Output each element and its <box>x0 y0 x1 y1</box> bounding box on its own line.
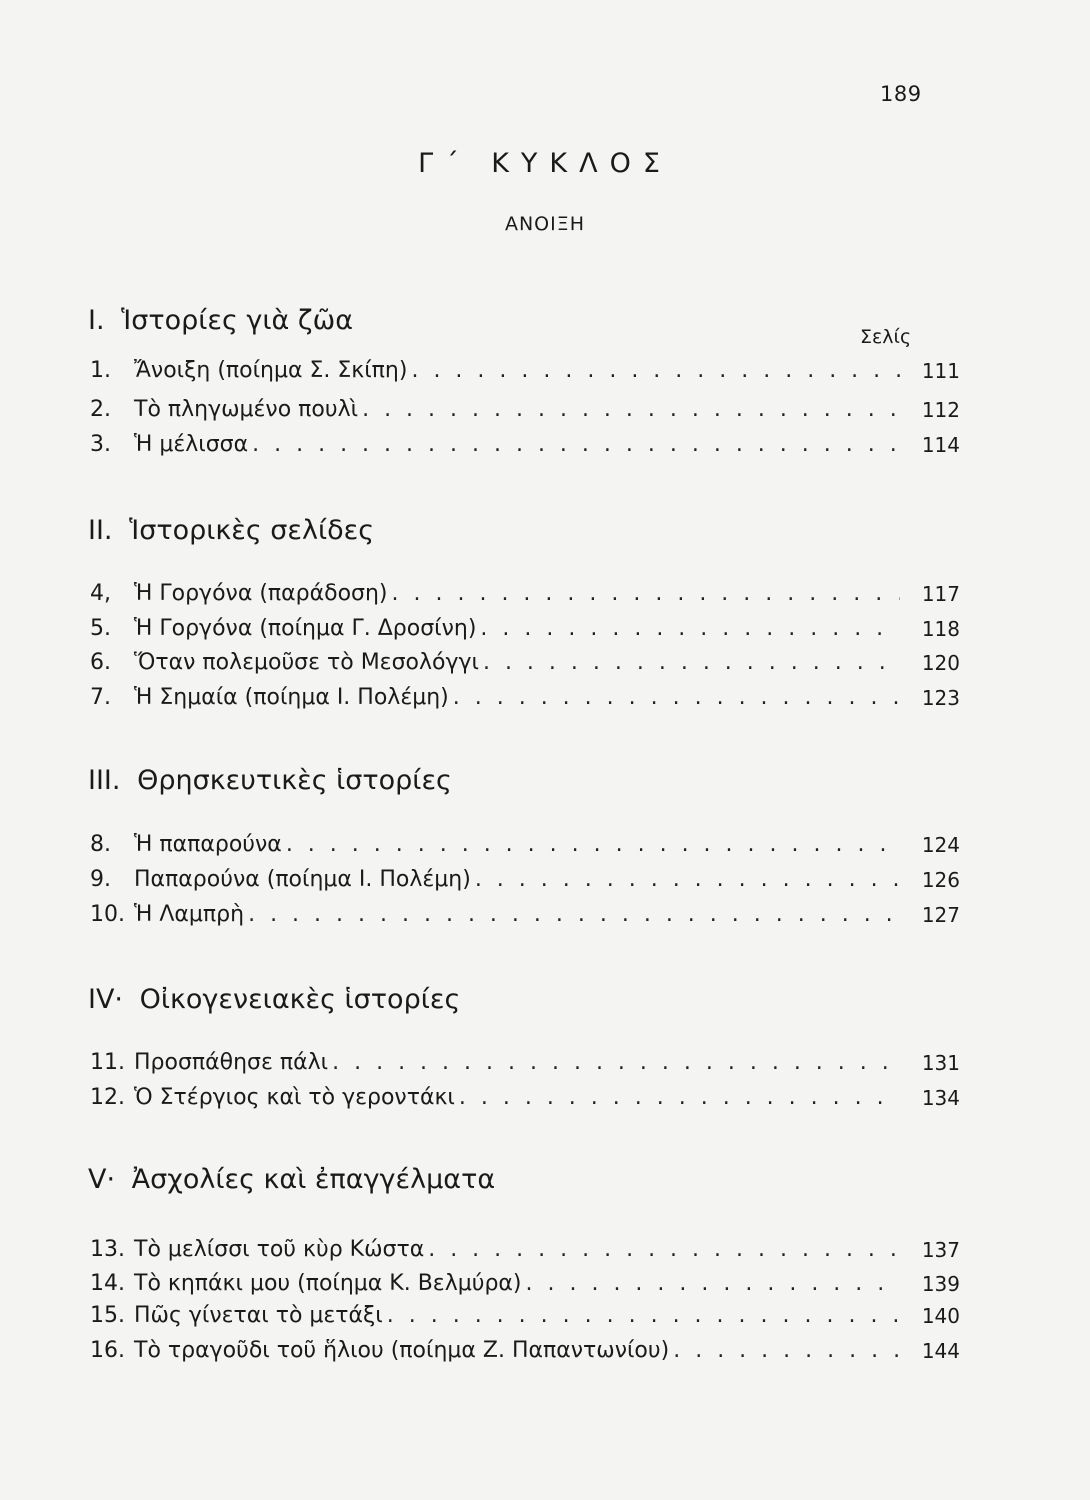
entry-title: Τὸ τραγοῦδι τοῦ ἥλιου (ποίημα Ζ. Παπαντωνίου) <box>134 1338 670 1363</box>
section-numeral: III. <box>88 765 121 796</box>
page-number: 189 <box>880 82 922 106</box>
section-numeral: V· <box>88 1164 116 1195</box>
dot-leader <box>476 616 900 641</box>
pages-column-label: Σελίς <box>860 326 912 348</box>
entry-number: 8. <box>90 832 111 857</box>
toc-entry <box>90 392 960 422</box>
dot-leader <box>449 685 900 710</box>
section-heading <box>88 765 788 796</box>
section-numeral: I. <box>88 305 105 336</box>
entry-title: Πῶς γίνεται τὸ μετάξι <box>134 1303 383 1328</box>
entry-title: Ἡ μέλισσα <box>134 432 249 457</box>
toc-entry <box>90 576 960 606</box>
entry-title: Τὸ πληγωμένο πουλὶ <box>134 397 359 422</box>
entry-title: Τὸ κηπάκι μου (ποίημα Κ. Βελμύρα) <box>134 1271 522 1296</box>
entry-title: Ἡ Σημαία (ποίημα Ι. Πολέμη) <box>134 685 449 710</box>
dot-leader <box>424 1237 900 1262</box>
toc-entry <box>90 1266 960 1296</box>
dot-leader <box>471 867 900 892</box>
section-title: Ἀσχολίες καὶ ἐπαγγέλματα <box>131 1164 496 1195</box>
entry-page: 112 <box>921 398 960 422</box>
entry-number: 5. <box>90 616 111 641</box>
entry-page: 126 <box>921 868 960 892</box>
dot-leader <box>522 1271 901 1296</box>
entry-page: 134 <box>921 1086 960 1110</box>
dot-leader <box>328 1050 900 1075</box>
entry-title: Ἡ Λαμπρὴ <box>134 902 245 927</box>
dot-leader <box>358 397 900 422</box>
dot-leader <box>282 832 900 857</box>
entry-number: 1. <box>90 358 111 383</box>
entry-number: 16. <box>90 1338 125 1363</box>
entry-page: 124 <box>921 833 960 857</box>
toc-entry <box>90 827 960 857</box>
entry-number: 6. <box>90 650 111 675</box>
entry-page: 131 <box>921 1051 960 1075</box>
toc-entry <box>90 1232 960 1262</box>
toc-entry <box>90 353 960 383</box>
entry-page: 127 <box>921 903 960 927</box>
entry-title: Ὁ Στέργιος καὶ τὸ γεροντάκι <box>134 1085 455 1110</box>
dot-leader <box>407 358 900 383</box>
entry-number: 10. <box>90 902 125 927</box>
section-heading <box>88 305 788 336</box>
toc-entry <box>90 611 960 641</box>
toc-entry <box>90 427 960 457</box>
entry-page: 139 <box>921 1272 960 1296</box>
entry-page: 137 <box>921 1238 960 1262</box>
entry-title: Τὸ μελίσσι τοῦ κὺρ Κώστα <box>134 1237 425 1262</box>
entry-page: 140 <box>921 1304 960 1328</box>
section-numeral: IV· <box>88 984 124 1015</box>
toc-entry <box>90 897 960 927</box>
toc-entry <box>90 1333 960 1363</box>
dot-leader <box>388 581 900 606</box>
entry-title: Παπαρούνα (ποίημα Ι. Πολέμη) <box>134 867 471 892</box>
entry-number: 3. <box>90 432 111 457</box>
section-heading <box>88 1164 788 1195</box>
entry-page: 144 <box>921 1339 960 1363</box>
entry-title: Ἄνοιξη (ποίημα Σ. Σκίπη) <box>134 358 408 383</box>
dot-leader <box>479 650 900 675</box>
entry-number: 9. <box>90 867 111 892</box>
section-numeral: II. <box>88 515 113 546</box>
entry-number: 15. <box>90 1303 125 1328</box>
entry-page: 118 <box>921 617 960 641</box>
entry-number: 4, <box>90 581 111 606</box>
entry-number: 2. <box>90 397 111 422</box>
entry-page: 120 <box>921 651 960 675</box>
entry-title: Προσπάθησε πάλι <box>134 1050 329 1075</box>
entry-page: 123 <box>921 686 960 710</box>
cycle-title: Γ΄ ΚΥΚΛΟΣ <box>418 148 672 179</box>
dot-leader <box>248 432 900 457</box>
season-title: ΑΝΟΙΞΗ <box>504 213 586 235</box>
section-heading <box>88 515 788 546</box>
entry-number: 7. <box>90 685 111 710</box>
entry-page: 117 <box>921 582 960 606</box>
dot-leader <box>669 1338 900 1363</box>
toc-entry <box>90 645 960 675</box>
section-title: Οἰκογενειακὲς ἱστορίες <box>139 984 461 1015</box>
dot-leader <box>244 902 900 927</box>
dot-leader <box>383 1303 900 1328</box>
section-title: Ἱστορίες γιὰ ζῶα <box>121 305 354 336</box>
entry-number: 12. <box>90 1085 125 1110</box>
entry-title: Ὅταν πολεμοῦσε τὸ Μεσολόγγι <box>134 650 479 675</box>
entry-title: Ἡ Γοργόνα (ποίημα Γ. Δροσίνη) <box>134 616 477 641</box>
entry-page: 111 <box>921 359 960 383</box>
entry-page: 114 <box>921 433 960 457</box>
toc-entry <box>90 680 960 710</box>
entry-number: 13. <box>90 1237 125 1262</box>
toc-entry <box>90 1045 960 1075</box>
section-title: Θρησκευτικὲς ἱστορίες <box>137 765 452 796</box>
section-title: Ἱστορικὲς σελίδες <box>129 515 375 546</box>
entry-number: 11. <box>90 1050 125 1075</box>
entry-number: 14. <box>90 1271 125 1296</box>
section-heading <box>88 984 788 1015</box>
entry-title: Ἡ παπαρούνα <box>134 832 282 857</box>
dot-leader <box>455 1085 900 1110</box>
toc-entry <box>90 862 960 892</box>
toc-entry <box>90 1298 960 1328</box>
entry-title: Ἡ Γοργόνα (παράδοση) <box>134 581 388 606</box>
toc-entry <box>90 1080 960 1110</box>
